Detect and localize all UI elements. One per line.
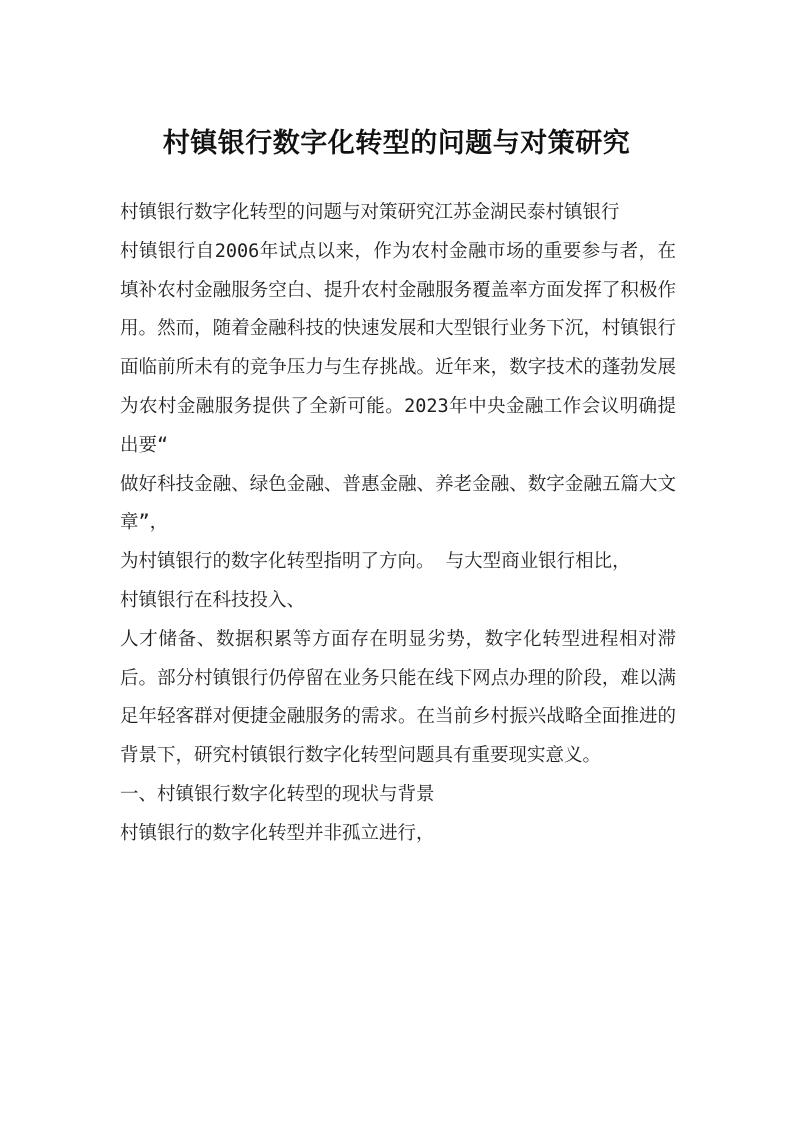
paragraph-direction: 为村镇银行的数字化转型指明了方向。 与大型商业银行相比， — [120, 551, 631, 573]
paragraph-disadvantages: 人才储备、数据积累等方面存在明显劣势，数字化转型进程相对滞后。部分村镇银行仍停留在业务只能在线下网点办理的阶段，难以满足年轻客群对便捷金融服务的需求。在当前乡村振兴战略全面推进的背景下，研究村镇银行数字化转型问题具有重要现实意义。 — [120, 628, 676, 767]
paragraph-intro: 村镇银行自2006年试点以来，作为农村金融市场的重要参与者，在填补农村金融服务空白、提升农村金融服务覆盖率方面发挥了积极作用。然而，随着金融科技的快速发展和大型银行业务下沉，村镇银行面临前所未有的竞争压力与生存挑战。近年来，数字技术的蓬勃发展为农村金融服务提供了全新可能。2023年中央金融工作会议明确提出要“ — [120, 240, 676, 456]
document-title: 村镇银行数字化转型的问题与对策研究 — [162, 128, 631, 159]
section-heading: 一、村镇银行数字化转型的现状与背景 — [120, 783, 435, 805]
paragraph-subtitle: 村镇银行数字化转型的问题与对策研究江苏金湖民泰村镇银行 — [120, 202, 620, 223]
paragraph-quote: 做好科技金融、绿色金融、普惠金融、养老金融、数字金融五篇大文章”， — [120, 473, 676, 534]
paragraph-section-start: 村镇银行的数字化转型并非孤立进行， — [120, 822, 435, 844]
paragraph-tech-investment: 村镇银行在科技投入、 — [120, 589, 306, 611]
document-body — [120, 194, 676, 854]
